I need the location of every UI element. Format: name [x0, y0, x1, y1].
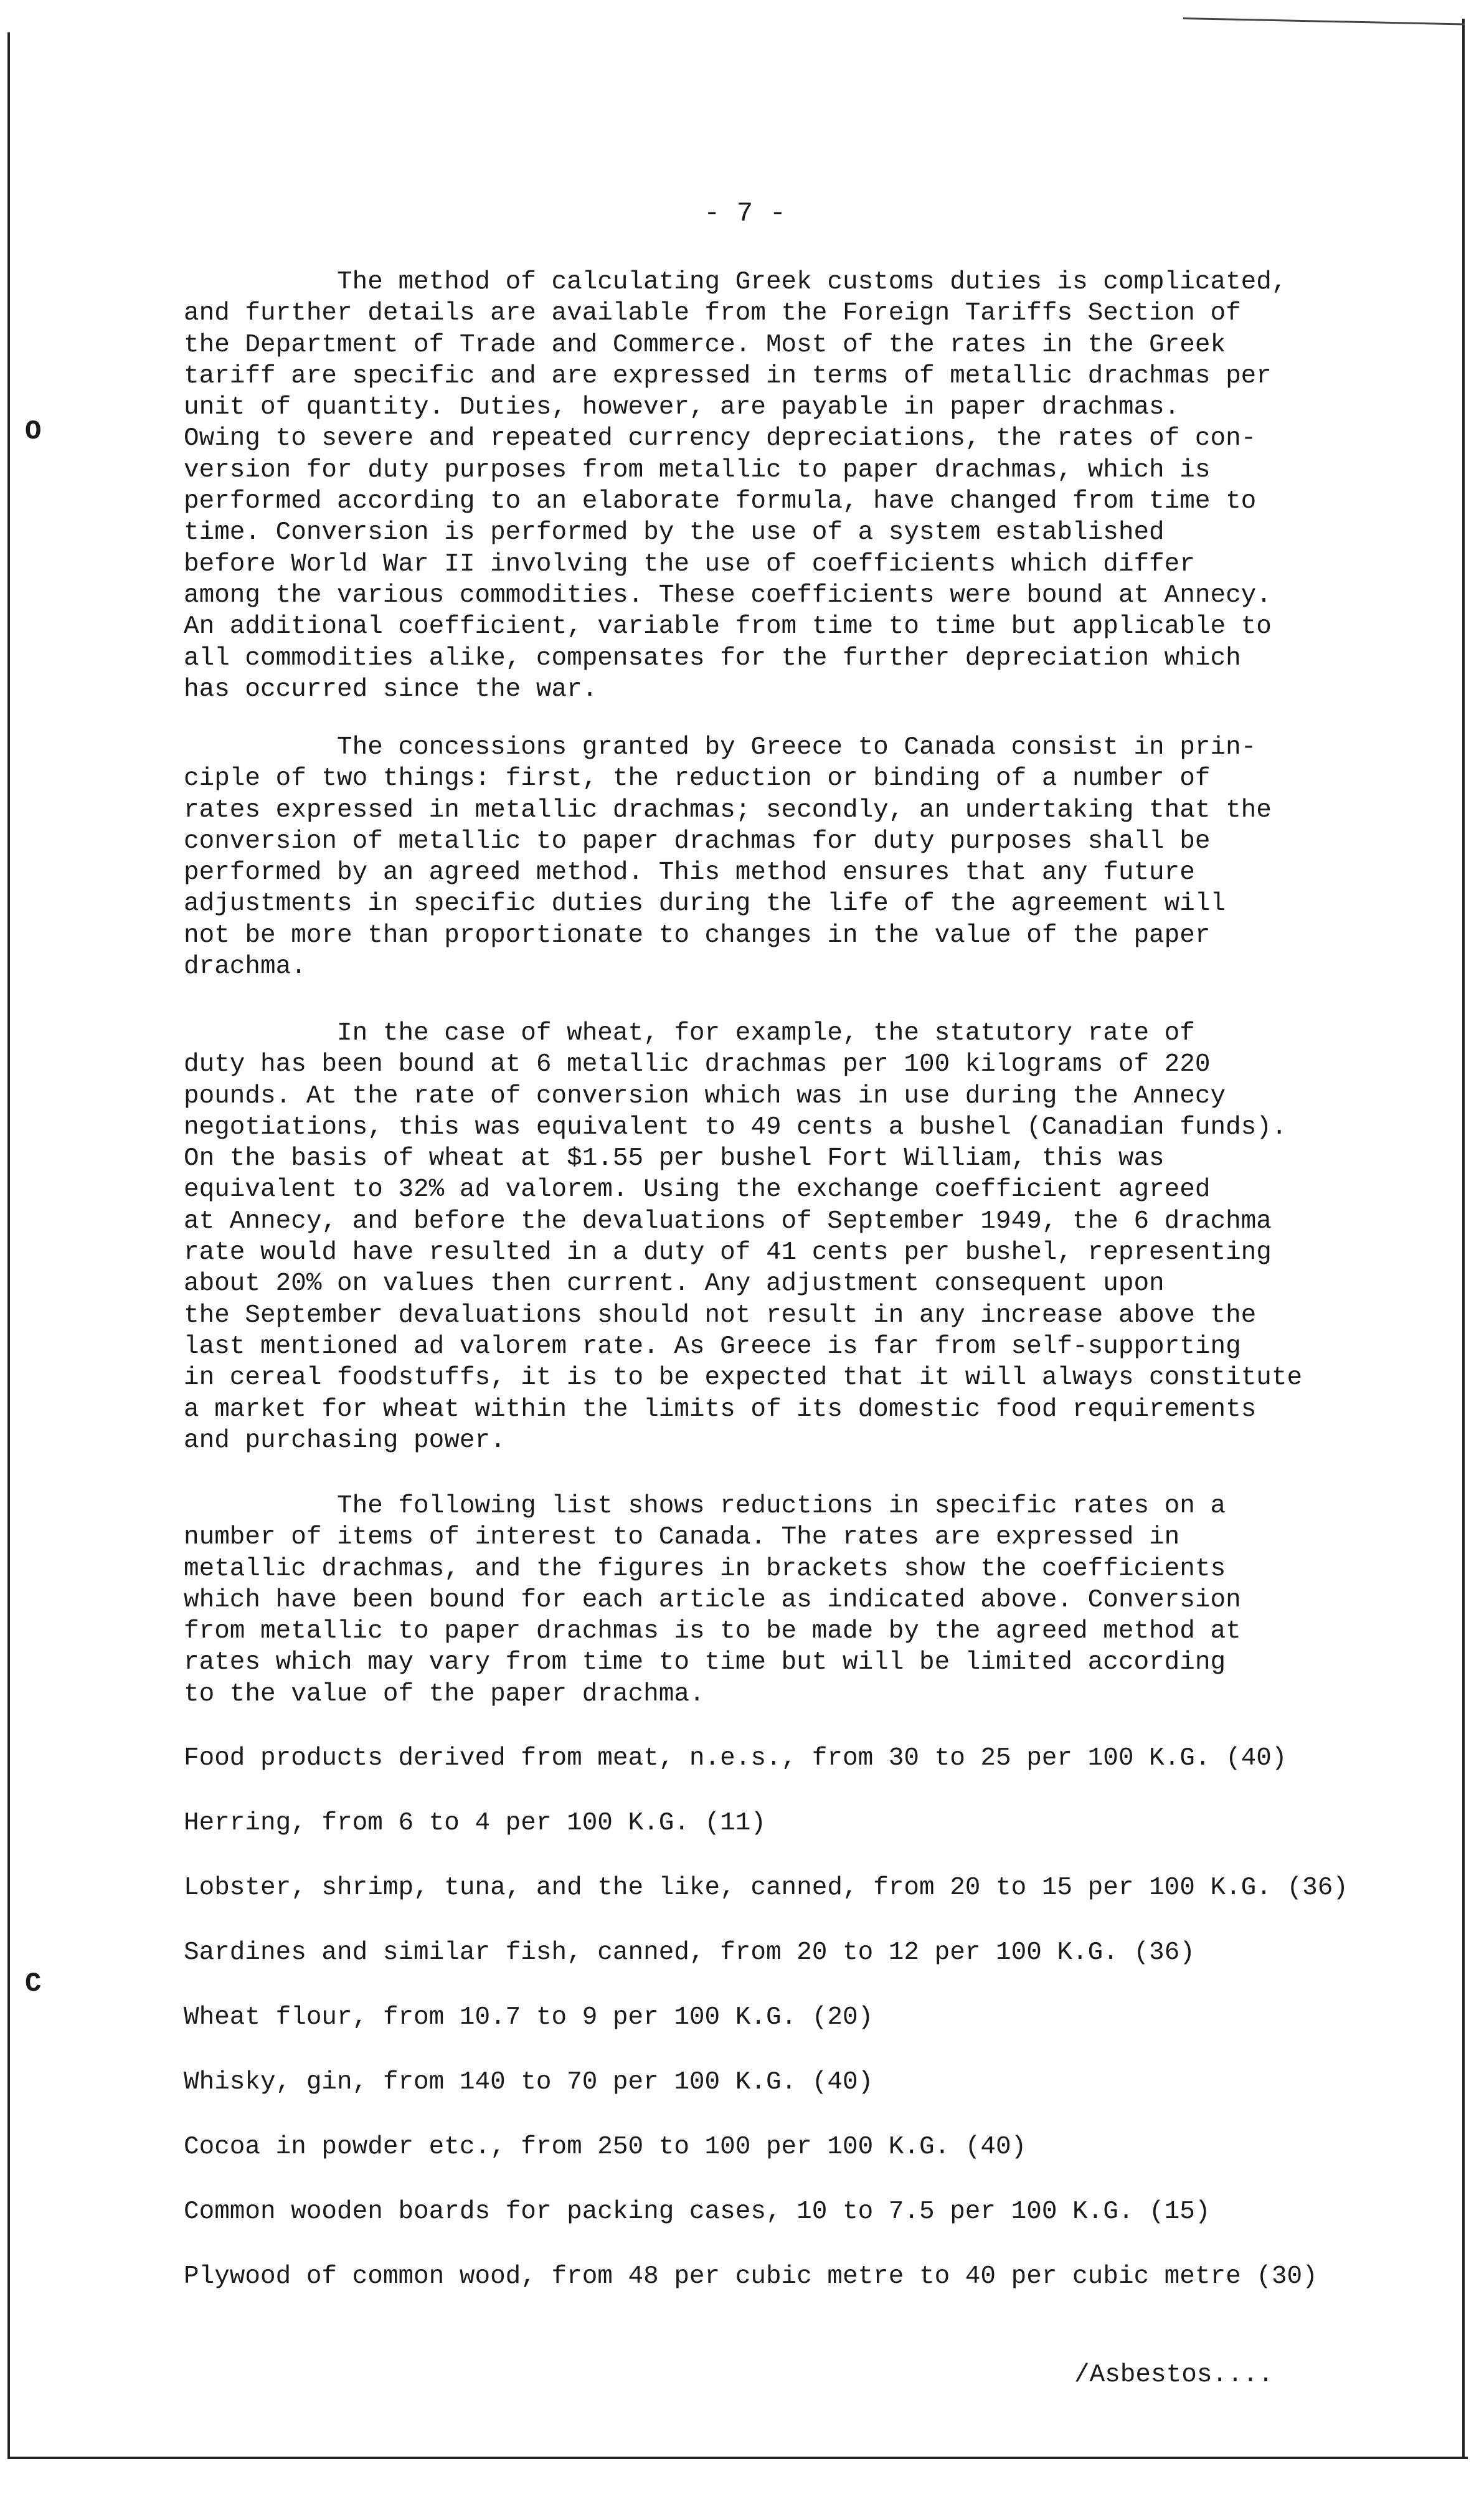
page-number: - 7 - [704, 198, 787, 229]
paragraph-wheat-example: In the case of wheat, for example, the statutory rate of duty has been bound at 6 metallic drachmas per 100 kilograms of 220 pounds. At the rate of conversion which was in use during the Annecy negotiations, this was equivalent to 49 cents a bushel (Canadian funds). On the basis of wheat at $1.55 per bushel Fort William, this was equivalent to 32% ad valorem. Using the exchange coefficient agreed at Annecy, and before the devaluations of September 1949, the 6 drachma rate would have resulted in a duty of 41 cents per bushel, representing about 20% on values then current. Any adjustment consequent upon the September devaluations should not result in any increase above the last mentioned ad valorem rate. As Greece is far from self-supporting in cereal foodstuffs, it is to be expected that it will always constitute a market for wheat within the limits of its domestic food requirements and purchasing power. [184, 1019, 1303, 1455]
list-item: Plywood of common wood, from 48 per cubic metre to 40 per cubic metre (30) [184, 2262, 1318, 2291]
paragraph-list-intro: The following list shows reductions in specific rates on a number of items of interest to Canada. The rates are expressed in metallic drachmas, and the figures in brackets show the coefficients which have been bound for each article as indicated above. Conversion from metallic to paper drachmas is to be made by the agreed method at rates which may vary from time to time but will be limited according to the value of the paper drachma. [184, 1492, 1241, 1709]
paragraph-concessions: The concessions granted by Greece to Canada consist in prin- ciple of two things: first, the reduction or binding of a number of rates expressed in metallic drachmas; secondly, an undertaking that the conversion of metallic to paper drachmas for duty purposes shall be performed by an agreed method. This method ensures that any future adjustments in specific duties during the life of the agreement will not be more than proportionate to changes in the value of the paper drachma. [184, 733, 1272, 982]
page-frame-bottom [7, 2457, 1468, 2459]
list-item: Cocoa in powder etc., from 250 to 100 per 100 K.G. (40) [184, 2133, 1027, 2161]
punch-hole-mark: O [25, 416, 42, 447]
paragraph-customs-duties: The method of calculating Greek customs duties is complicated, and further details are available from the Foreign Tariffs Section of the Department of Trade and Commerce. Most of the rates in the Greek tariff are specific and are expressed in terms of metallic drachmas per unit of quantity. Duties, however, are payable in paper drachmas. Owing to severe and repeated currency depreciations, the rates of con- version for duty purposes from metallic to paper drachmas, which is performed according to an elaborate formula, have changed from time to time. Conversion is performed by the use of a system established before World War II involving the use of coefficients which differ among the various commodities. These coefficients were bound at Annecy. An additional coefficient, variable from time to time but applicable to all commodities alike, compensates for the further depreciation which has occurred since the war. [184, 268, 1287, 704]
continuation-marker: /Asbestos.... [1074, 2361, 1274, 2389]
page-frame-right [1462, 19, 1465, 2459]
list-item: Whisky, gin, from 140 to 70 per 100 K.G. (40) [184, 2068, 874, 2097]
page-frame-left [7, 32, 10, 2458]
list-item: Herring, from 6 to 4 per 100 K.G. (11) [184, 1809, 766, 1837]
list-item: Food products derived from meat, n.e.s., from 30 to 25 per 100 K.G. (40) [184, 1744, 1287, 1773]
list-item: Sardines and similar fish, canned, from 20 to 12 per 100 K.G. (36) [184, 1938, 1195, 1967]
list-item: Common wooden boards for packing cases, 10 to 7.5 per 100 K.G. (15) [184, 2198, 1211, 2226]
page-frame-top [1183, 17, 1465, 25]
list-item: Lobster, shrimp, tuna, and the like, canned, from 20 to 15 per 100 K.G. (36) [184, 1874, 1348, 1902]
punch-hole-mark: C [25, 1968, 42, 1999]
list-item: Wheat flour, from 10.7 to 9 per 100 K.G. (20) [184, 2003, 874, 2032]
